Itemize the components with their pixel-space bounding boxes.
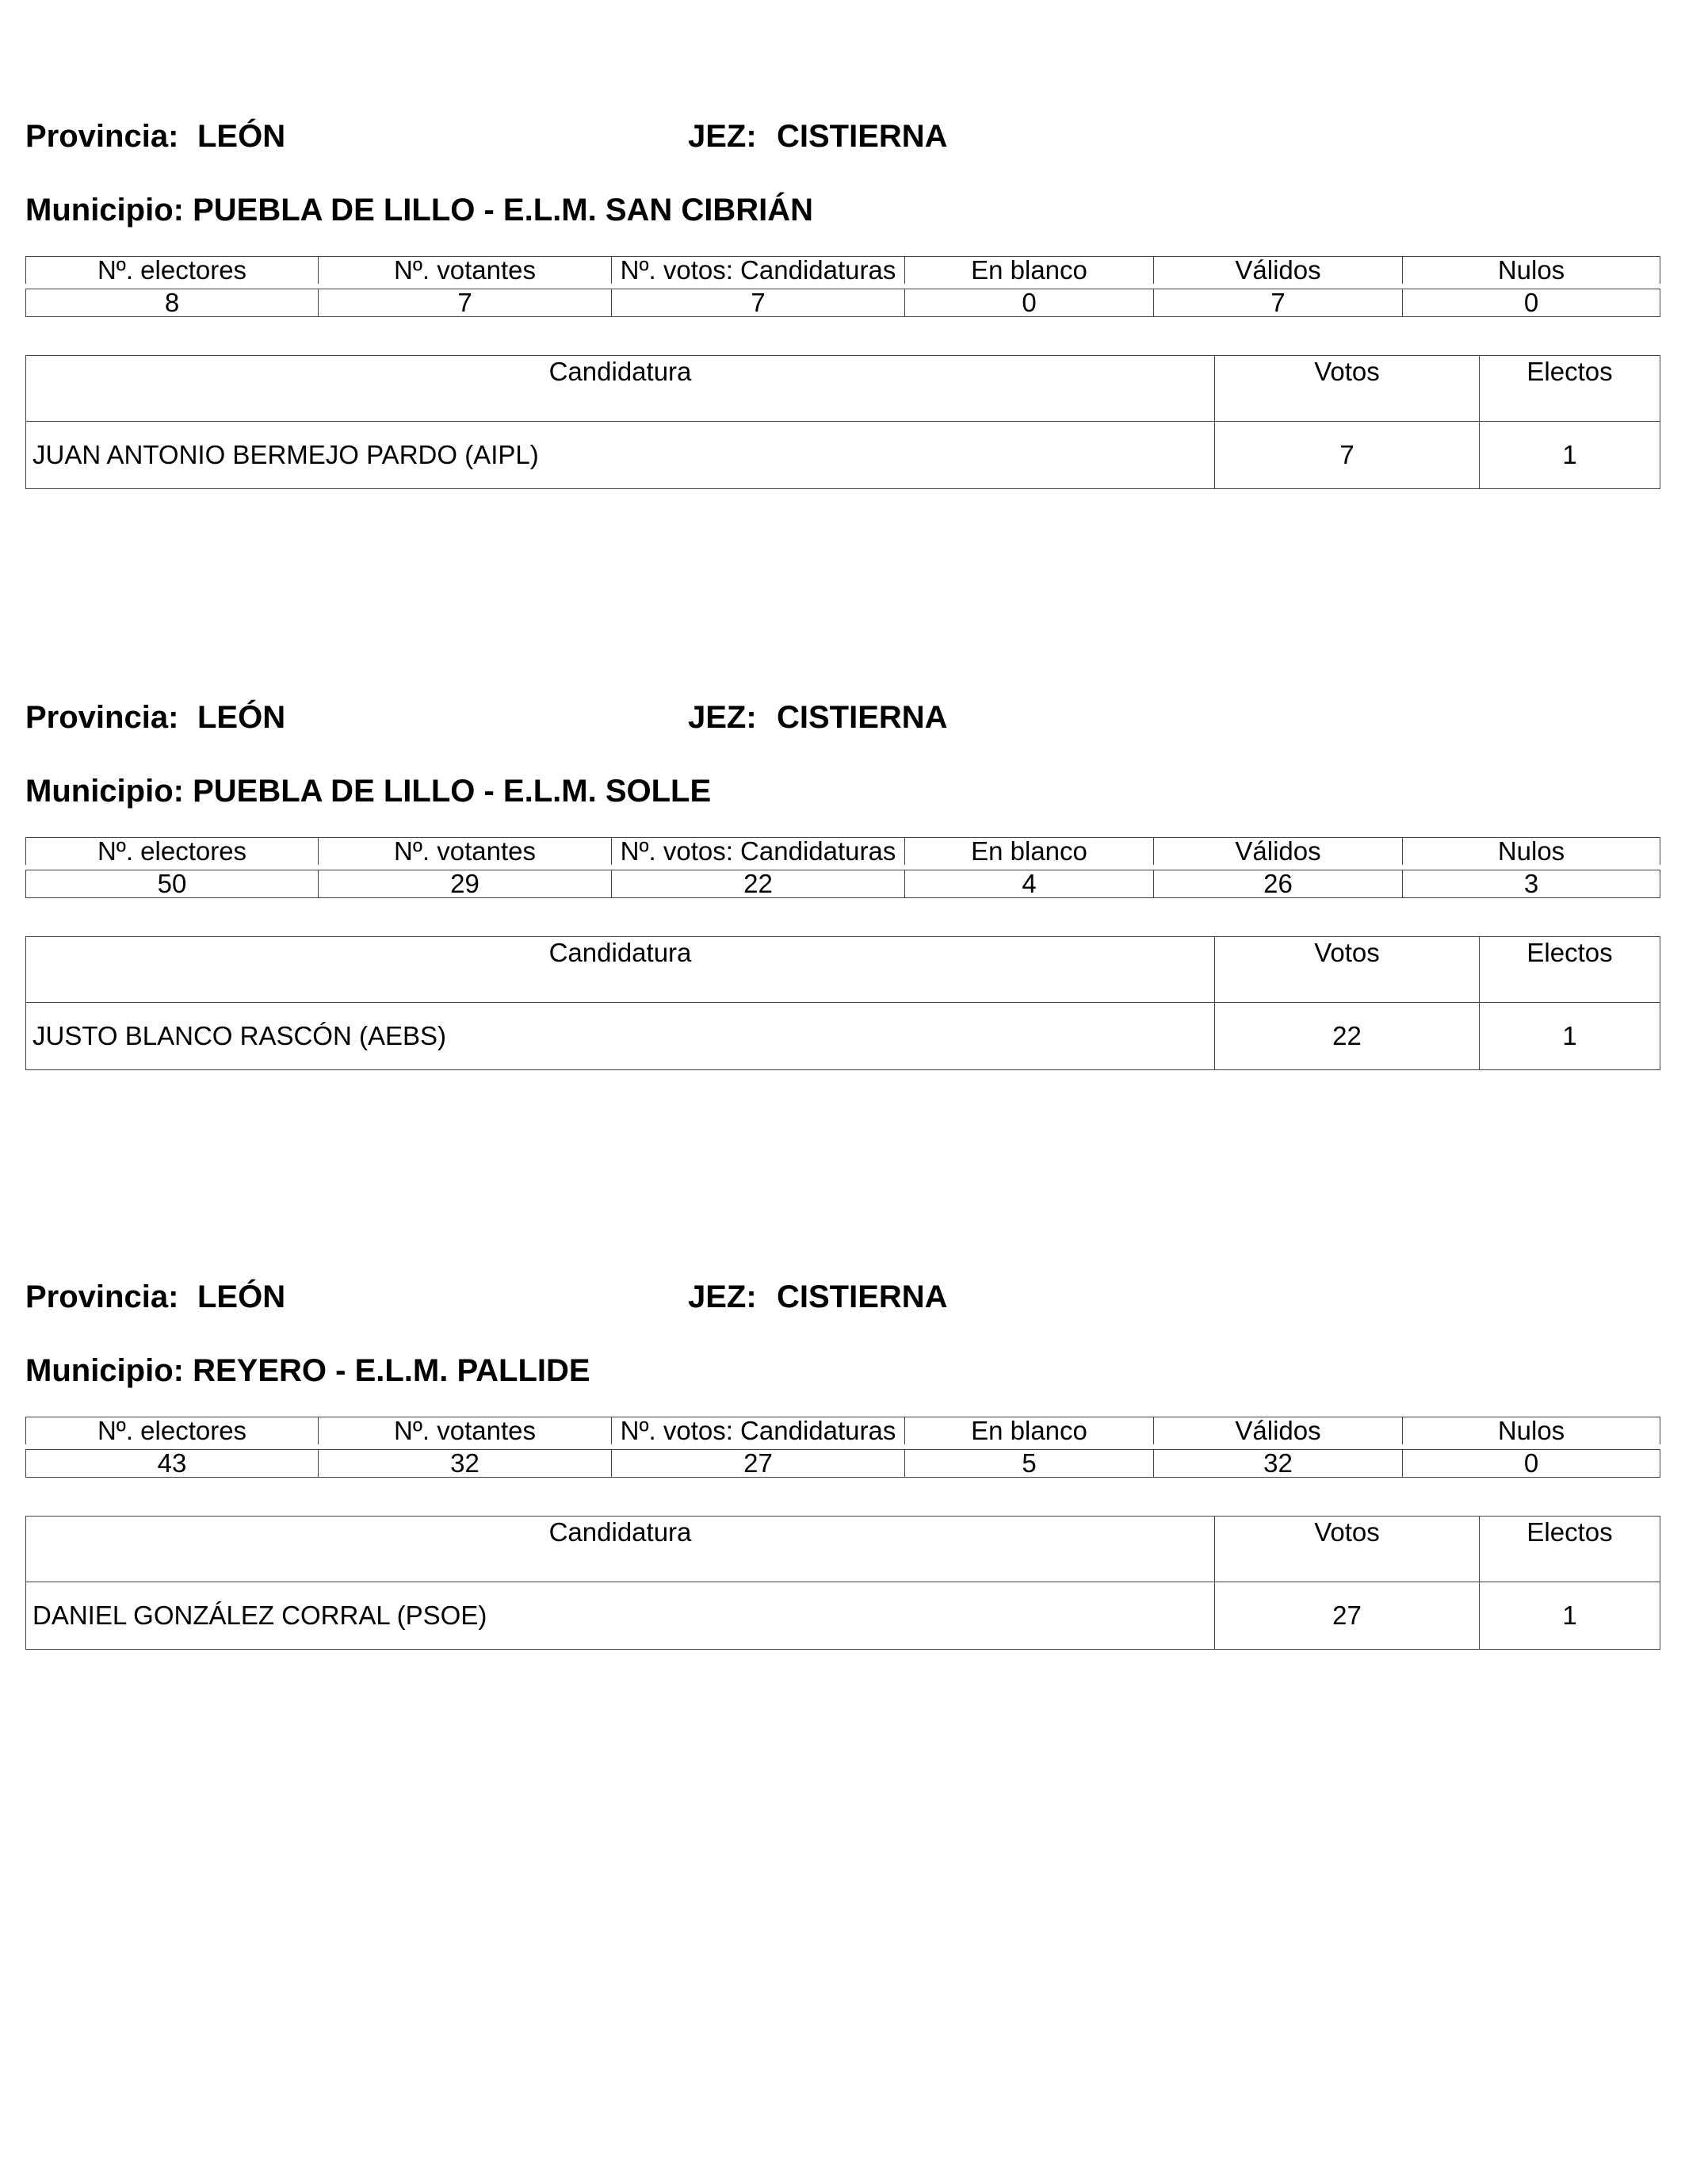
- stat-value: 4: [905, 870, 1154, 898]
- stat-header: Nulos: [1403, 1417, 1660, 1445]
- municipio-label: Municipio:: [25, 193, 184, 228]
- candidatura-header: Candidatura: [26, 1517, 1215, 1582]
- stats-table: [25, 837, 1660, 898]
- provincia-value: LEÓN: [197, 700, 286, 735]
- stats-table: [25, 256, 1660, 317]
- header-line: [25, 698, 1660, 736]
- stat-header: En blanco: [905, 1417, 1154, 1445]
- stat-value: 8: [26, 289, 319, 317]
- candidate-row: [26, 422, 1660, 489]
- stat-header: En blanco: [905, 838, 1154, 866]
- candidate-votos: 22: [1215, 1003, 1480, 1070]
- stat-value: 32: [319, 1450, 612, 1478]
- jez-label: JEZ:: [688, 1279, 757, 1314]
- candidates-table: [25, 936, 1660, 1070]
- municipio-value: PUEBLA DE LILLO - E.L.M. SOLLE: [193, 774, 712, 809]
- stat-value: 7: [319, 289, 612, 317]
- candidate-votos: 7: [1215, 422, 1480, 489]
- stat-value: 0: [905, 289, 1154, 317]
- candidate-row: [26, 1003, 1660, 1070]
- stat-header: Nº. electores: [26, 257, 319, 285]
- provincia-value: LEÓN: [197, 1279, 286, 1314]
- votos-header: Votos: [1215, 1517, 1480, 1582]
- electos-header: Electos: [1480, 937, 1660, 1003]
- stat-value: 7: [612, 289, 905, 317]
- candidatura-header: Candidatura: [26, 356, 1215, 422]
- candidate-name: JUAN ANTONIO BERMEJO PARDO (AIPL): [26, 422, 1215, 489]
- candidate-name: DANIEL GONZÁLEZ CORRAL (PSOE): [26, 1582, 1215, 1650]
- candidates-table: [25, 355, 1660, 489]
- stats-header-row: [26, 838, 1660, 866]
- header-line: [25, 117, 1660, 155]
- candidates-header-row: [26, 356, 1660, 422]
- electos-header: Electos: [1480, 356, 1660, 422]
- municipio-value: REYERO - E.L.M. PALLIDE: [193, 1353, 590, 1388]
- jez-value: CISTIERNA: [777, 119, 948, 154]
- candidate-votos: 27: [1215, 1582, 1480, 1650]
- stat-header: Nº. votos: Candidaturas: [612, 257, 905, 285]
- results-block-3: [25, 1278, 1660, 1650]
- votos-header: Votos: [1215, 356, 1480, 422]
- stat-header: Nº. votantes: [319, 1417, 612, 1445]
- stat-header: Nº. votantes: [319, 257, 612, 285]
- provincia-label: Provincia:: [25, 1279, 179, 1314]
- municipio-line: [25, 1352, 1660, 1390]
- stats-header-row: [26, 1417, 1660, 1445]
- candidate-electos: 1: [1480, 1003, 1660, 1070]
- stat-header: Válidos: [1154, 1417, 1403, 1445]
- provincia-value: LEÓN: [197, 119, 286, 154]
- candidates-table: [25, 1516, 1660, 1650]
- candidatura-header: Candidatura: [26, 937, 1215, 1003]
- stats-value-row: [26, 289, 1660, 317]
- municipio-label: Municipio:: [25, 774, 184, 809]
- stat-header: Válidos: [1154, 838, 1403, 866]
- stat-value: 32: [1154, 1450, 1403, 1478]
- jez-value: CISTIERNA: [777, 1279, 948, 1314]
- stat-header: Nulos: [1403, 838, 1660, 866]
- candidates-header-row: [26, 1517, 1660, 1582]
- jez-value: CISTIERNA: [777, 700, 948, 735]
- stat-header: Nº. votantes: [319, 838, 612, 866]
- stat-value: 3: [1403, 870, 1660, 898]
- provincia-label: Provincia:: [25, 119, 179, 154]
- stats-header-row: [26, 257, 1660, 285]
- stat-header: Nº. votos: Candidaturas: [612, 1417, 905, 1445]
- stat-value: 0: [1403, 1450, 1660, 1478]
- stat-value: 27: [612, 1450, 905, 1478]
- candidate-electos: 1: [1480, 422, 1660, 489]
- candidate-row: [26, 1582, 1660, 1650]
- municipio-line: [25, 191, 1660, 229]
- stat-value: 29: [319, 870, 612, 898]
- results-block-1: [25, 117, 1660, 489]
- stat-header: En blanco: [905, 257, 1154, 285]
- stat-header: Nulos: [1403, 257, 1660, 285]
- stat-value: 0: [1403, 289, 1660, 317]
- candidates-header-row: [26, 937, 1660, 1003]
- electos-header: Electos: [1480, 1517, 1660, 1582]
- votos-header: Votos: [1215, 937, 1480, 1003]
- municipio-label: Municipio:: [25, 1353, 184, 1388]
- stat-value: 7: [1154, 289, 1403, 317]
- stat-header: Nº. electores: [26, 838, 319, 866]
- jez-label: JEZ:: [688, 119, 757, 154]
- stats-value-row: [26, 1450, 1660, 1478]
- stat-value: 26: [1154, 870, 1403, 898]
- candidate-name: JUSTO BLANCO RASCÓN (AEBS): [26, 1003, 1215, 1070]
- candidate-electos: 1: [1480, 1582, 1660, 1650]
- municipio-line: [25, 772, 1660, 810]
- stat-header: Válidos: [1154, 257, 1403, 285]
- stat-header: Nº. votos: Candidaturas: [612, 838, 905, 866]
- provincia-label: Provincia:: [25, 700, 179, 735]
- jez-label: JEZ:: [688, 700, 757, 735]
- stats-table: [25, 1417, 1660, 1478]
- results-block-2: [25, 698, 1660, 1070]
- stat-value: 50: [26, 870, 319, 898]
- stat-value: 22: [612, 870, 905, 898]
- stat-value: 5: [905, 1450, 1154, 1478]
- stat-header: Nº. electores: [26, 1417, 319, 1445]
- header-line: [25, 1278, 1660, 1316]
- stat-value: 43: [26, 1450, 319, 1478]
- stats-value-row: [26, 870, 1660, 898]
- municipio-value: PUEBLA DE LILLO - E.L.M. SAN CIBRIÁN: [193, 193, 814, 228]
